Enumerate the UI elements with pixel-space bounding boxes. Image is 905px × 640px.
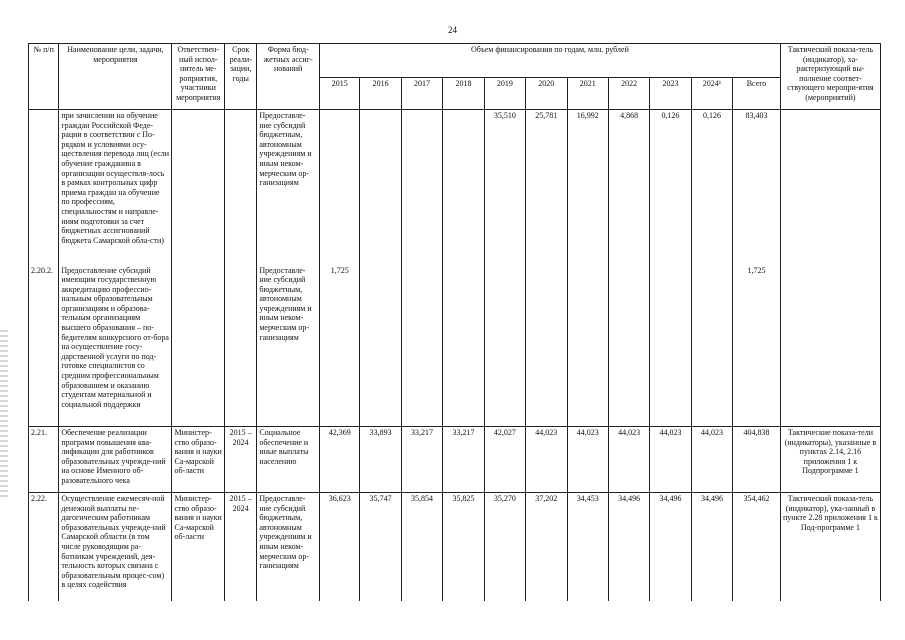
value-cell — [360, 110, 401, 265]
row-num: 2.20.2. — [29, 265, 59, 427]
value-cell: 0,126 — [650, 110, 691, 265]
row-executor: Министер-ство образо-вания и науки Са-марской об-ласти — [172, 493, 225, 601]
row-term — [225, 110, 257, 265]
header-funding: Объем финансирования по годам, млн. рублей — [319, 44, 780, 78]
header-name: Наименование цели, задачи, мероприятия — [59, 44, 172, 110]
row-indicator: Тактические показа-тели (индикаторы), указанные в пунктах 2.14, 2.16 приложения 1 к Подпрограмме 1 — [780, 427, 880, 493]
value-cell: 4,868 — [608, 110, 649, 265]
row-name: Обеспечение реализации программ повышения ква-лификации для работников образовательных учрежде-ний на основе Именного об-разовательного чека — [59, 427, 172, 493]
value-cell — [401, 265, 442, 427]
value-cell: 16,992 — [567, 110, 608, 265]
total-header: Всего — [733, 78, 781, 110]
table-row — [29, 110, 881, 265]
value-cell: 35,510 — [484, 110, 525, 265]
value-cell: 44,023 — [650, 427, 691, 493]
value-cell: 37,202 — [526, 493, 567, 601]
row-num: 2.22. — [29, 493, 59, 601]
row-term — [225, 265, 257, 427]
row-form: Предоставле-ние субсидий бюджетным, автономным учреждениям и иным неком-мерческим ор-ганизациям — [257, 265, 320, 427]
value-cell: 35,747 — [360, 493, 401, 601]
row-indicator — [780, 265, 880, 427]
table-row — [29, 265, 881, 427]
row-term: 2015 – 2024 — [225, 427, 257, 493]
header-indicator: Тактический показа-тель (индикатор), ха-рактеризующий вы-полнение соответ-ствующего меропри-ятия (мероприятий) — [780, 44, 880, 110]
value-cell — [650, 265, 691, 427]
value-cell: 44,023 — [691, 427, 732, 493]
row-form: Социальное обеспечение и иные выплаты населению — [257, 427, 320, 493]
value-cell — [608, 265, 649, 427]
year-header: 2024¹ — [691, 78, 732, 110]
value-cell: 35,825 — [443, 493, 484, 601]
value-cell: 33,217 — [443, 427, 484, 493]
year-header: 2016 — [360, 78, 401, 110]
total-cell: 1,725 — [733, 265, 781, 427]
table-row — [29, 493, 881, 601]
row-executor — [172, 110, 225, 265]
value-cell — [443, 265, 484, 427]
value-cell: 44,023 — [526, 427, 567, 493]
value-cell: 34,496 — [608, 493, 649, 601]
value-cell: 33,217 — [401, 427, 442, 493]
value-cell — [484, 265, 525, 427]
value-cell: 44,023 — [567, 427, 608, 493]
value-cell: 44,023 — [608, 427, 649, 493]
year-header: 2019 — [484, 78, 525, 110]
value-cell: 33,893 — [360, 427, 401, 493]
value-cell: 25,781 — [526, 110, 567, 265]
row-name: Предоставление субсидий имеющим государственную аккредитацию профессио-нальным образовательным организациям и образова-тельным организациям высшего образования – по-бедителям конкурсного от-бора на осуществление госу-дарственной услуги по под-готовке специалистов со средним профессиональным образованием и оказанию студентам материальной и социальной поддержки — [59, 265, 172, 427]
row-form: Предоставле-ние субсидий бюджетным, автономным учреждениям и иным неком-мерческим ор-ганизациям — [257, 493, 320, 601]
row-name: Осуществление ежемесяч-ной денежной выплаты пе-дагогическим работникам образовательных учрежде-ний Самарской области (в том числе руководящим ра-ботникам учреждений, дея-тельность которых связана с образовательным процес-сом) в целях содействия — [59, 493, 172, 601]
header-form: Форма бюд-жетных ассиг-нований — [257, 44, 320, 110]
row-form: Предоставле-ние субсидий бюджетным, автономным учреждениям и иным неком-мерческим ор-ганизациям — [257, 110, 320, 265]
total-cell: 404,838 — [733, 427, 781, 493]
header-executor: Ответствен-ный испол-нитель ме-роприятия, участники мероприятия — [172, 44, 225, 110]
year-header: 2020 — [526, 78, 567, 110]
row-name: при зачислении на обучение граждан Российской Феде-рации в соответствии с По-рядком и условиями осу-ществления перевода лиц (если обучение гражданина в организации осуществля-лось в рамках контрольных цифр приема граждан на обучение по профессиям, специальностям и направле-ниям подготовки за счет бюджетных ассигнований бюджета Самарской обла-сти) — [59, 110, 172, 265]
value-cell — [319, 110, 359, 265]
total-cell: 83,403 — [733, 110, 781, 265]
value-cell — [401, 110, 442, 265]
row-num — [29, 110, 59, 265]
value-cell — [443, 110, 484, 265]
year-header: 2017 — [401, 78, 442, 110]
row-term: 2015 – 2024 — [225, 493, 257, 601]
value-cell: 1,725 — [319, 265, 359, 427]
value-cell: 34,496 — [650, 493, 691, 601]
total-cell: 354,462 — [733, 493, 781, 601]
value-cell: 36,623 — [319, 493, 359, 601]
value-cell: 42,369 — [319, 427, 359, 493]
value-cell: 35,854 — [401, 493, 442, 601]
page-number: 24 — [448, 25, 457, 35]
value-cell — [567, 265, 608, 427]
header-term: Срок реали-зации, годы — [225, 44, 257, 110]
year-header: 2023 — [650, 78, 691, 110]
value-cell: 34,453 — [567, 493, 608, 601]
table-row — [29, 427, 881, 493]
row-indicator — [780, 110, 880, 265]
year-header: 2015 — [319, 78, 359, 110]
row-executor: Министер-ство образо-вания и науки Са-марской об-ласти — [172, 427, 225, 493]
value-cell — [360, 265, 401, 427]
scan-edge-artifact — [0, 330, 8, 500]
row-num: 2.21. — [29, 427, 59, 493]
row-executor — [172, 265, 225, 427]
year-header: 2022 — [608, 78, 649, 110]
value-cell: 34,496 — [691, 493, 732, 601]
value-cell: 35,270 — [484, 493, 525, 601]
value-cell — [691, 265, 732, 427]
year-header: 2018 — [443, 78, 484, 110]
funding-table — [28, 43, 881, 601]
year-header: 2021 — [567, 78, 608, 110]
row-indicator: Тактический показа-тель (индикатор), ука-занный в пункте 2.28 приложения 1 к Под-программе 1 — [780, 493, 880, 601]
value-cell — [526, 265, 567, 427]
value-cell: 42,027 — [484, 427, 525, 493]
header-num: № п/п — [29, 44, 59, 110]
value-cell: 0,126 — [691, 110, 732, 265]
